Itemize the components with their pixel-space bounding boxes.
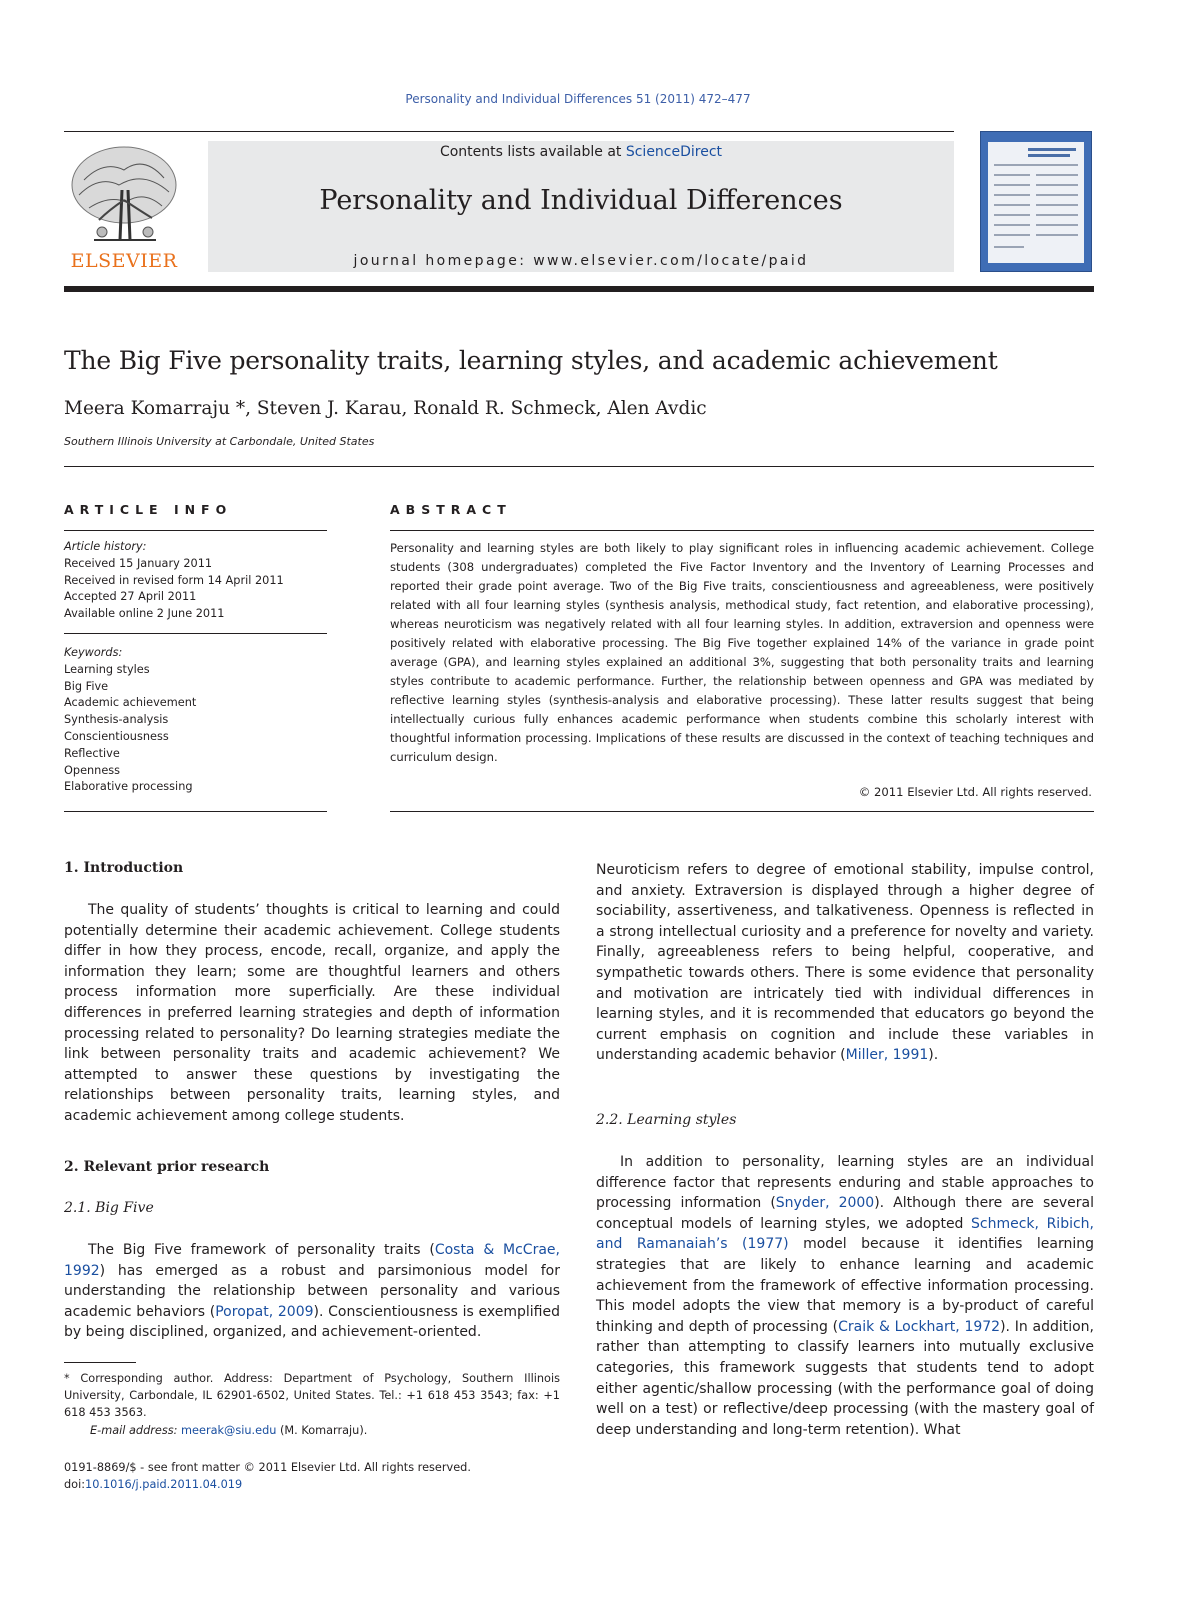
corresponding-author-footnote: * Corresponding author. Address: Department of Psychology, Southern Illinois University, Carbondale, IL 62901-6502, United States. Tel.: +1 618 453 3543; fax: +1 618 453 3563.	[64, 1372, 560, 1419]
citation-link[interactable]: Poropat, 2009	[215, 1303, 314, 1320]
section-rule	[64, 466, 1094, 467]
history-label: Article history:	[64, 540, 147, 553]
cover-title-line	[1028, 154, 1070, 157]
cover-text-line	[994, 224, 1030, 226]
history-item: Received 15 January 2011	[64, 556, 213, 570]
email-label: E-mail address:	[90, 1424, 182, 1437]
subsection-heading-learning-styles: 2.2. Learning styles	[596, 1112, 737, 1128]
email-suffix: (M. Komarraju).	[276, 1424, 368, 1437]
keyword-item: Openness	[64, 763, 121, 777]
citation-link[interactable]: Snyder, 2000	[775, 1195, 875, 1212]
cover-text-line	[994, 204, 1030, 206]
keyword-item: Conscientiousness	[64, 729, 169, 743]
article-info-divider	[64, 633, 327, 634]
cover-text-line	[994, 184, 1030, 186]
citation-link[interactable]: Miller, 1991	[845, 1047, 929, 1064]
article-info-rule	[64, 530, 327, 531]
citation-link[interactable]: Schmeck, Ribich, and Ramanaiah’s (1977)	[596, 1215, 1094, 1253]
cover-title-line	[1028, 148, 1076, 151]
email-footnote	[90, 1424, 367, 1437]
doi-line	[64, 1478, 242, 1491]
cover-text-line	[994, 174, 1030, 176]
author-affiliation: Southern Illinois University at Carbondale, United States	[64, 435, 375, 448]
doi-prefix: doi:	[64, 1478, 86, 1491]
keywords-label: Keywords:	[64, 646, 123, 659]
doi-link[interactable]: 10.1016/j.paid.2011.04.019	[85, 1478, 243, 1491]
cover-text-line	[994, 214, 1030, 216]
text-run: ).	[928, 1047, 939, 1064]
citation-link[interactable]: Costa & McCrae, 1992	[64, 1242, 560, 1279]
keyword-item: Learning styles	[64, 662, 150, 676]
history-item: Received in revised form 14 April 2011	[64, 573, 284, 587]
abstract-rule-end	[390, 811, 1094, 812]
abstract-rule	[390, 530, 1094, 531]
text-run: ) has emerged as a robust and parsimonious model for understanding the relationship between personality and various academic behaviors (	[64, 1262, 560, 1320]
cover-text-line	[1036, 224, 1078, 226]
elsevier-wordmark: ELSEVIER	[70, 250, 178, 272]
text-run: In addition to personality, learning styles are an individual difference factor that represents enduring and stable approaches to processing information (	[596, 1154, 1094, 1212]
history-item: Available online 2 June 2011	[64, 607, 225, 621]
cover-text-line	[994, 234, 1030, 236]
text-run: model because it identifies learning strategies that are likely to enhance learning and academic achievement from the framework of effective information processing. This model adopts the view that memory is a by-product of careful thinking and depth of processing (	[596, 1236, 1095, 1335]
article-info-heading: ARTICLE INFO	[64, 502, 233, 517]
history-item: Accepted 27 April 2011	[64, 590, 197, 604]
learning-styles-paragraph	[596, 1152, 1094, 1440]
section-heading-prior-research: 2. Relevant prior research	[64, 1159, 270, 1175]
cover-text-line	[1036, 204, 1078, 206]
journal-citation[interactable]: Personality and Individual Differences 51 (2011) 472–477	[405, 92, 751, 106]
text-run: ). Although there are several conceptual models of learning styles, we adopted	[596, 1195, 1094, 1232]
article-history	[64, 539, 284, 623]
article-info-rule-end	[64, 811, 327, 812]
keyword-item: Synthesis-analysis	[64, 713, 169, 727]
cover-text-line	[994, 246, 1024, 248]
journal-homepage-link[interactable]: journal homepage: www.elsevier.com/locate/paid	[353, 253, 809, 269]
cover-text-line	[994, 164, 1078, 166]
citation-link[interactable]: Craik & Lockhart, 1972	[838, 1318, 1001, 1335]
header-rule	[64, 131, 954, 132]
issn-line: 0191-8869/$ - see front matter © 2011 Elsevier Ltd. All rights reserved.	[64, 1461, 471, 1474]
text-run: ). Conscientiousness is exemplified by being disciplined, organized, and achievement-oriented.	[64, 1303, 560, 1341]
cover-text-line	[1036, 234, 1078, 236]
abstract-heading: ABSTRACT	[390, 502, 512, 517]
email-link[interactable]: meerak@siu.edu	[181, 1424, 277, 1437]
keyword-item: Elaborative processing	[64, 780, 193, 794]
abstract-body: Personality and learning styles are both likely to play significant roles in influencing academic achievement. College students (308 undergraduates) completed the Five Factor Inventory and the Inventory of Learning Processes and reported their grade point average. Two of the Big Five traits, conscientiousness and agreeableness, were positively related with all four learning styles (synthesis analysis, methodical study, fact retention, and elaborative processing), whereas neuroticism was negatively related with all four learning styles. In addition, extraversion and openness were positively related with elaborative processing. The Big Five together explained 14% of the variance in grade point average (GPA), and learning styles explained an additional 3%, suggesting that both personality traits and learning styles contribute to academic performance. Further, the relationship between openness and GPA was mediated by reflective learning styles (synthesis-analysis and elaborative processing). These latter results suggest that being intellectually curious fully enhances academic performance when students combine this scholarly interest with thoughtful information processing. Implications of these results are discussed in the context of teaching techniques and curriculum design.	[390, 541, 1094, 764]
journal-name: Personality and Individual Differences	[319, 185, 843, 216]
contents-availability	[208, 144, 954, 160]
personality-traits-paragraph	[596, 860, 1094, 1066]
keyword-item: Academic achievement	[64, 696, 197, 710]
header-thick-rule	[64, 286, 1094, 292]
big-five-paragraph	[64, 1240, 560, 1343]
cover-page	[988, 142, 1084, 263]
contents-prefix: Contents lists available at	[439, 144, 626, 160]
cover-text-line	[1036, 184, 1078, 186]
cover-text-line	[1036, 174, 1078, 176]
keyword-item: Reflective	[64, 746, 120, 760]
introduction-paragraph: The quality of students’ thoughts is critical to learning and could potentially determine their academic achievement. College students differ in how they process, encode, recall, organize, and apply the information they learn; some are thoughtful learners and others process information more superficially. Are these individual differences in preferred learning strategies and depth of information processing related to personality? Do learning strategies mediate the link between personality traits and academic achievement? We attempted to answer these questions by investigating the relationships between personality traits, learning styles, and academic achievement among college students.	[64, 902, 560, 1124]
cover-text-line	[1036, 194, 1078, 196]
subsection-heading-big-five: 2.1. Big Five	[64, 1200, 154, 1216]
keyword-item: Big Five	[64, 679, 109, 693]
cover-text-line	[994, 194, 1030, 196]
footnote-rule	[64, 1362, 136, 1363]
author-list: Meera Komarraju *, Steven J. Karau, Ronald R. Schmeck, Alen Avdic	[64, 398, 707, 419]
text-run: ). In addition, rather than attempting to classify learners into mutually exclusive categories, this framework suggests that students tend to adopt either agentic/shallow processing (with the performance goal of doing well on a test) or reflective/deep processing (with the mastery goal of deep understanding and long-term retention). What	[596, 1318, 1094, 1438]
keyword-list	[64, 645, 196, 796]
abstract-copyright: © 2011 Elsevier Ltd. All rights reserved.	[858, 785, 1092, 799]
cover-text-line	[1036, 214, 1078, 216]
paper-title: The Big Five personality traits, learning styles, and academic achievement	[64, 346, 998, 375]
journal-cover-thumbnail[interactable]	[980, 131, 1092, 272]
text-run: Neuroticism refers to degree of emotional stability, impulse control, and anxiety. Extraversion is displayed through a higher degree of sociability, assertiveness, and talkativeness. Openness is reflected in a strong intellectual curiosity and a preference for novelty and variety. Finally, agreeableness refers to being helpful, cooperative, and sympathetic towards others. There is some evidence that personality and motivation are intricately tied with individual differences in learning styles, and it is recommended that educators go beyond the current emphasis on cognition and include these variables in understanding academic behavior (	[596, 862, 1094, 1064]
section-heading-introduction: 1. Introduction	[64, 860, 184, 876]
sciencedirect-link[interactable]: ScienceDirect	[625, 144, 723, 160]
text-run: The Big Five framework of personality traits (	[88, 1242, 435, 1258]
